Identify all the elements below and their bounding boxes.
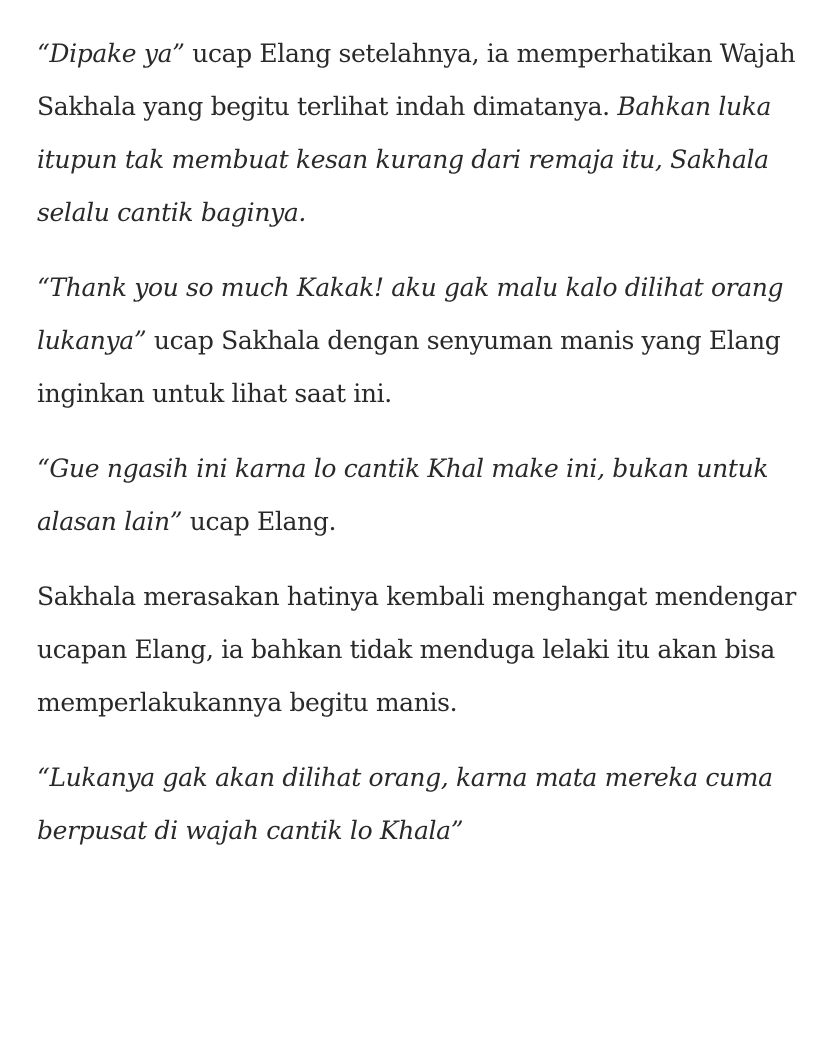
paragraph — [37, 442, 808, 548]
dialogue-text: “Lukanya gak akan dilihat orang, karna mata mereka cuma berpusat di wajah cantik lo Khala” — [37, 763, 773, 845]
narration-text: ucap Elang. — [182, 507, 337, 536]
paragraph — [37, 570, 808, 729]
paragraph — [37, 27, 808, 239]
dialogue-text: “Dipake ya” — [37, 39, 185, 68]
narration-text: ucap Sakhala dengan senyuman manis yang Elang inginkan untuk lihat saat ini. — [37, 326, 781, 408]
narration-text: ucap Elang setelahnya, ia memperhatikan Wajah Sakhala yang begitu terlihat indah dimatanya. — [37, 39, 796, 121]
dialogue-text: “Thank you so much Kakak! aku gak malu kalo dilihat orang lukanya” — [37, 273, 784, 355]
inner-thought-text: Bahkan luka itupun tak membuat kesan kurang dari remaja itu, Sakhala selalu cantik baginya. — [37, 92, 772, 227]
paragraph — [37, 261, 808, 420]
narration-text: Sakhala merasakan hatinya kembali menghangat mendengar ucapan Elang, ia bahkan tidak menduga lelaki itu akan bisa memperlakukannya begitu manis. — [37, 582, 796, 717]
dialogue-text: “Gue ngasih ini karna lo cantik Khal make ini, bukan untuk alasan lain” — [37, 454, 769, 536]
paragraph — [37, 751, 808, 857]
